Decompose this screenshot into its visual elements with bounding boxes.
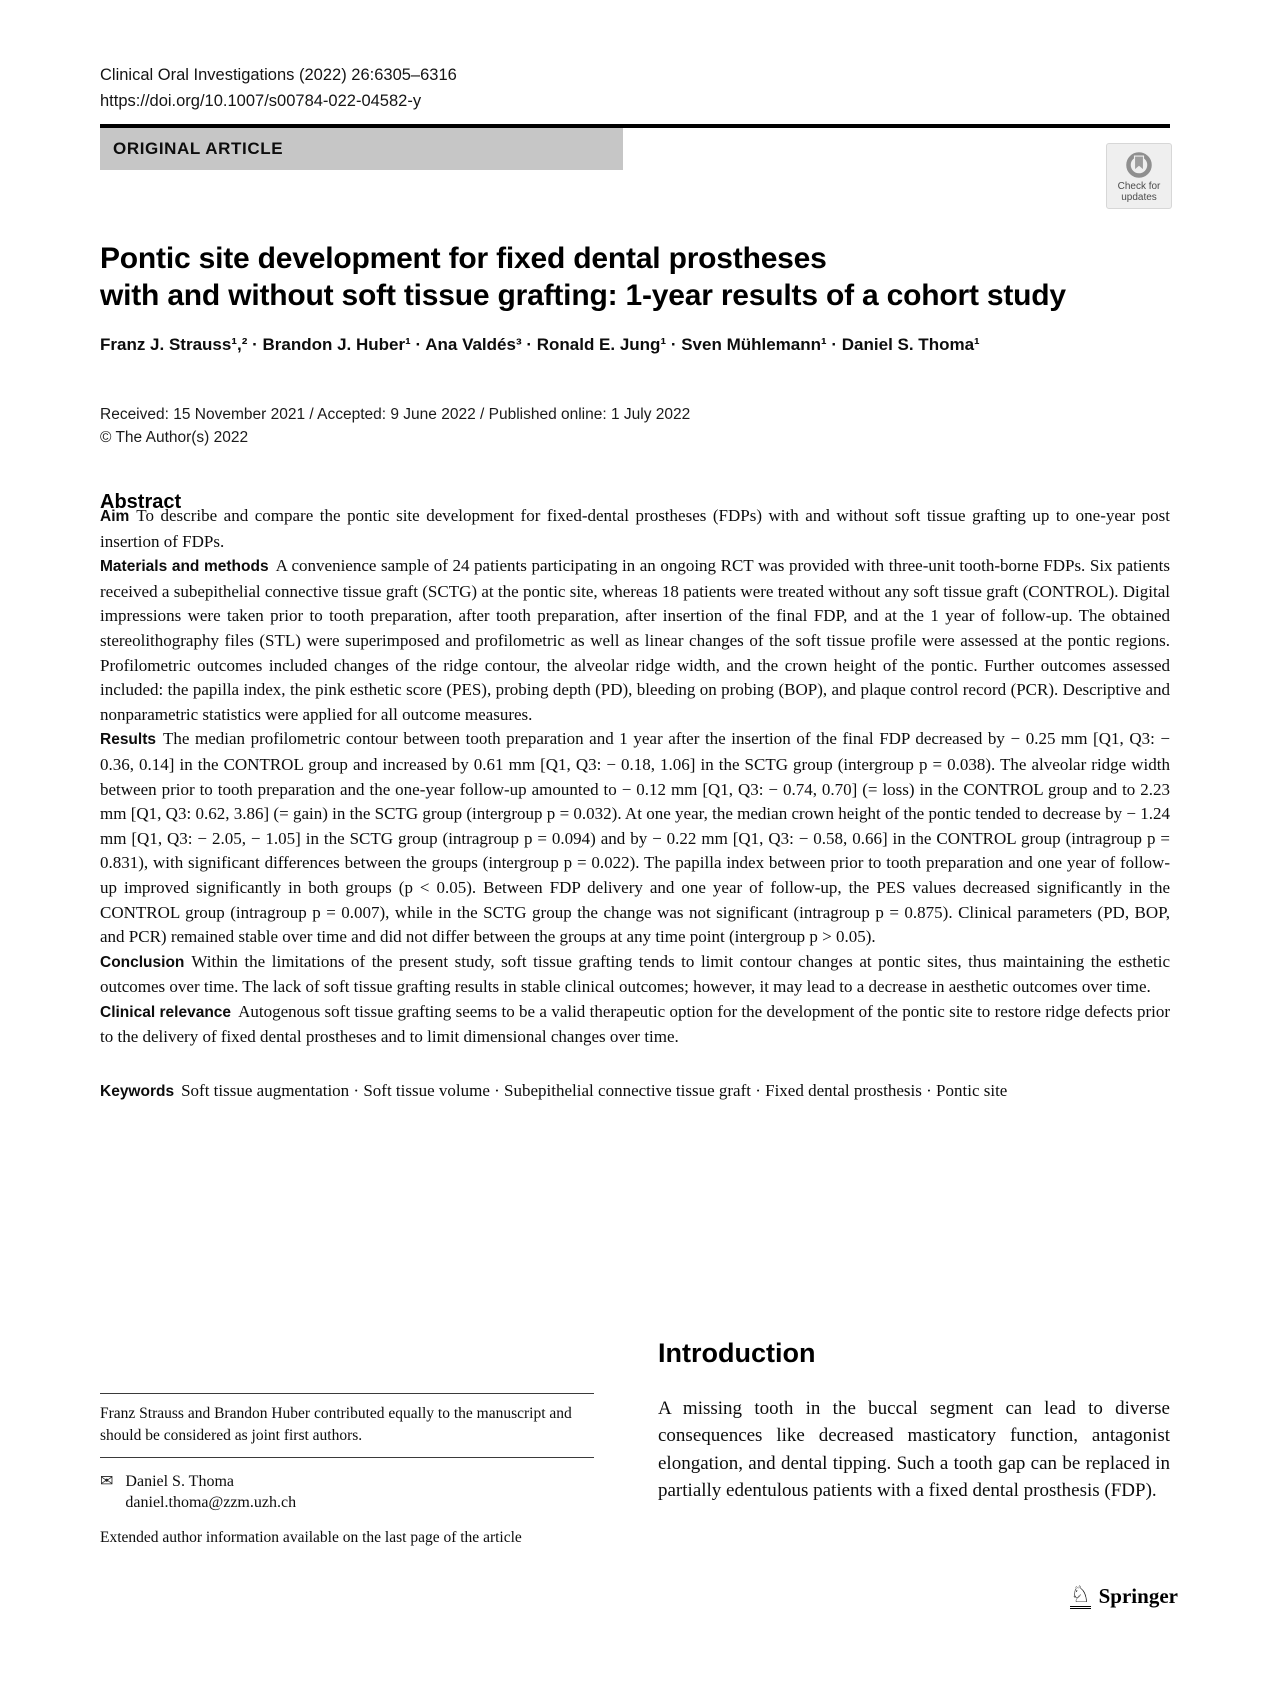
- doi-link[interactable]: https://doi.org/10.1007/s00784-022-04582-y: [100, 92, 422, 110]
- publisher-name: Springer: [1098, 1584, 1178, 1608]
- check-updates-label-line2: updates: [1121, 191, 1157, 203]
- copyright-line: © The Author(s) 2022: [100, 429, 249, 446]
- keywords-line: [100, 1079, 1170, 1105]
- author-list: Franz J. Strauss¹,² · Brandon J. Huber¹ · Ana Valdés³ · Ronald E. Jung¹ · Sven Mühlemann¹ · Daniel S. Thoma¹: [100, 335, 980, 354]
- abstract-body: [100, 504, 1170, 1105]
- abstract-conclusion-label: Conclusion: [100, 953, 185, 971]
- footnote-rule-bottom: [100, 1457, 594, 1458]
- article-title-line2: with and without soft tissue grafting: 1-year results of a cohort study: [100, 279, 1066, 313]
- springer-logo: [1070, 1582, 1178, 1609]
- journal-reference: Clinical Oral Investigations (2022) 26:6305–6316: [100, 66, 457, 84]
- abstract-methods: [100, 554, 1170, 727]
- article-type-banner: ORIGINAL ARTICLE: [100, 128, 623, 170]
- springer-knight-icon: ♘: [1070, 1581, 1091, 1607]
- correspondence-details: [125, 1471, 296, 1513]
- abstract-results: [100, 727, 1170, 949]
- check-updates-icon: [1124, 150, 1154, 181]
- check-updates-badge[interactable]: [1106, 143, 1172, 209]
- equal-contribution-note: Franz Strauss and Brandon Huber contributed equally to the manuscript and should be considered as joint first authors.: [100, 1405, 572, 1444]
- publication-dates: [100, 403, 690, 449]
- abstract-aim-text: To describe and compare the pontic site development for fixed-dental prostheses (FDPs) with and without soft tissue grafting up to one-year post insertion of FDPs.: [100, 506, 1170, 551]
- check-updates-label-line1: Check for: [1117, 180, 1161, 192]
- introduction-column: [658, 1338, 1170, 1504]
- keywords-label: Keywords: [100, 1083, 175, 1101]
- abstract-results-label: Results: [100, 731, 156, 749]
- introduction-paragraph: A missing tooth in the buccal segment can lead to diverse consequences like decreased masticatory function, antagonist elongation, and dental tipping. Such a tooth gap can be replaced in partially edentulous patients with a fixed dental prosthesis (FDP).: [658, 1398, 1170, 1501]
- footnote-column: [100, 1393, 594, 1547]
- correspondence-email-link[interactable]: daniel.thoma@zzm.uzh.ch: [125, 1494, 297, 1511]
- introduction-heading: Introduction: [658, 1338, 816, 1368]
- received-accepted-line: Received: 15 November 2021 / Accepted: 9 June 2022 / Published online: 1 July 2022: [100, 406, 691, 423]
- keywords-text: Soft tissue augmentation · Soft tissue volume · Subepithelial connective tissue graft · Fixed dental prosthesis · Pontic site: [181, 1081, 1008, 1101]
- abstract-methods-label: Materials and methods: [100, 558, 269, 576]
- article-title-line1: Pontic site development for fixed dental prostheses: [100, 242, 827, 276]
- journal-header: [100, 62, 457, 114]
- correspondence-block: [100, 1471, 594, 1513]
- abstract-aim-label: Aim: [100, 508, 130, 525]
- envelope-icon: ✉: [100, 1473, 114, 1490]
- abstract-aim: [100, 504, 1170, 554]
- abstract-conclusion-text: Within the limitations of the present study, soft tissue grafting tends to limit contour changes at pontic sites, thus maintaining the esthetic outcomes over time. The lack of soft tissue grafting results in stable clinical outcomes; however, it may lead to a decrease in aesthetic outcomes over time.: [100, 951, 1170, 997]
- abstract-results-text: The median profilometric contour between tooth preparation and 1 year after the insertion of the final FDP decreased by − 0.25 mm [Q1, Q3: − 0.36, 0.14] in the CONTROL group and increased by 0.61 mm [Q1, Q3: − 0.18, 1.06] in the SCTG group (intergroup p = 0.038). The alveolar ridge width between prior to tooth preparation and the one-year follow-up amounted to − 0.12 mm [Q1, Q3: − 0.74, 0.70] (= loss) in the CONTROL group and to 2.23 mm [Q1, Q3: 0.62, 3.86] (= gain) in the SCTG group (intergroup p = 0.032). At one year, the median crown height of the pontic tended to decrease by − 1.24 mm [Q1, Q3: − 2.05, − 1.05] in the SCTG group (intragroup p = 0.094) and by − 0.22 mm [Q1, Q3: − 0.58, 0.66] in the CONTROL group (intragroup p = 0.831), with significant differences between the groups (intergroup p = 0.022). The papilla index between prior to tooth preparation and one year of follow-up improved significantly in both groups (p < 0.05). Between FDP delivery and one year of follow-up, the PES values decreased significantly in the CONTROL group (intragroup p = 0.007), while in the SCTG group the change was not significant (intragroup p = 0.875). Clinical parameters (PD, BOP, and PCR) remained stable over time and did not differ between the groups at any time point (intergroup p > 0.05).: [100, 729, 1170, 947]
- extended-author-info-note: Extended author information available on the last page of the article: [100, 1529, 522, 1546]
- abstract-clinical-relevance: [100, 1000, 1170, 1050]
- abstract-conclusion: [100, 950, 1170, 1000]
- footnote-rule-top: [100, 1393, 594, 1394]
- correspondence-name: Daniel S. Thoma: [125, 1473, 234, 1490]
- article-title: [100, 240, 1066, 314]
- abstract-heading: Abstract: [100, 490, 182, 513]
- abstract-methods-text: A convenience sample of 24 patients participating in an ongoing RCT was provided with three-unit tooth-borne FDPs. Six patients received a subepithelial connective tissue graft (SCTG) at the pontic site, whereas 18 patients were treated without any soft tissue graft (CONTROL). Digital impressions were taken prior to tooth preparation, after tooth preparation, after insertion of the final FDP, and at the 1 year of follow-up. The obtained stereolithography files (STL) were superimposed and profilometric as well as linear changes of the soft tissue profile were assessed at the pontic regions. Profilometric outcomes included changes of the ridge contour, the alveolar ridge width, and the crown height of the pontic. Further outcomes assessed included: the papilla index, the pink esthetic score (PES), probing depth (PD), bleeding on probing (BOP), and plaque control record (PCR). Descriptive and nonparametric statistics were applied for all outcome measures.: [100, 556, 1170, 724]
- abstract-clinical-relevance-label: Clinical relevance: [100, 1003, 232, 1021]
- abstract-clinical-relevance-text: Autogenous soft tissue grafting seems to be a valid therapeutic option for the development of the pontic site to restore ridge defects prior to the delivery of fixed dental prostheses and to limit dimensional changes over time.: [100, 1001, 1170, 1047]
